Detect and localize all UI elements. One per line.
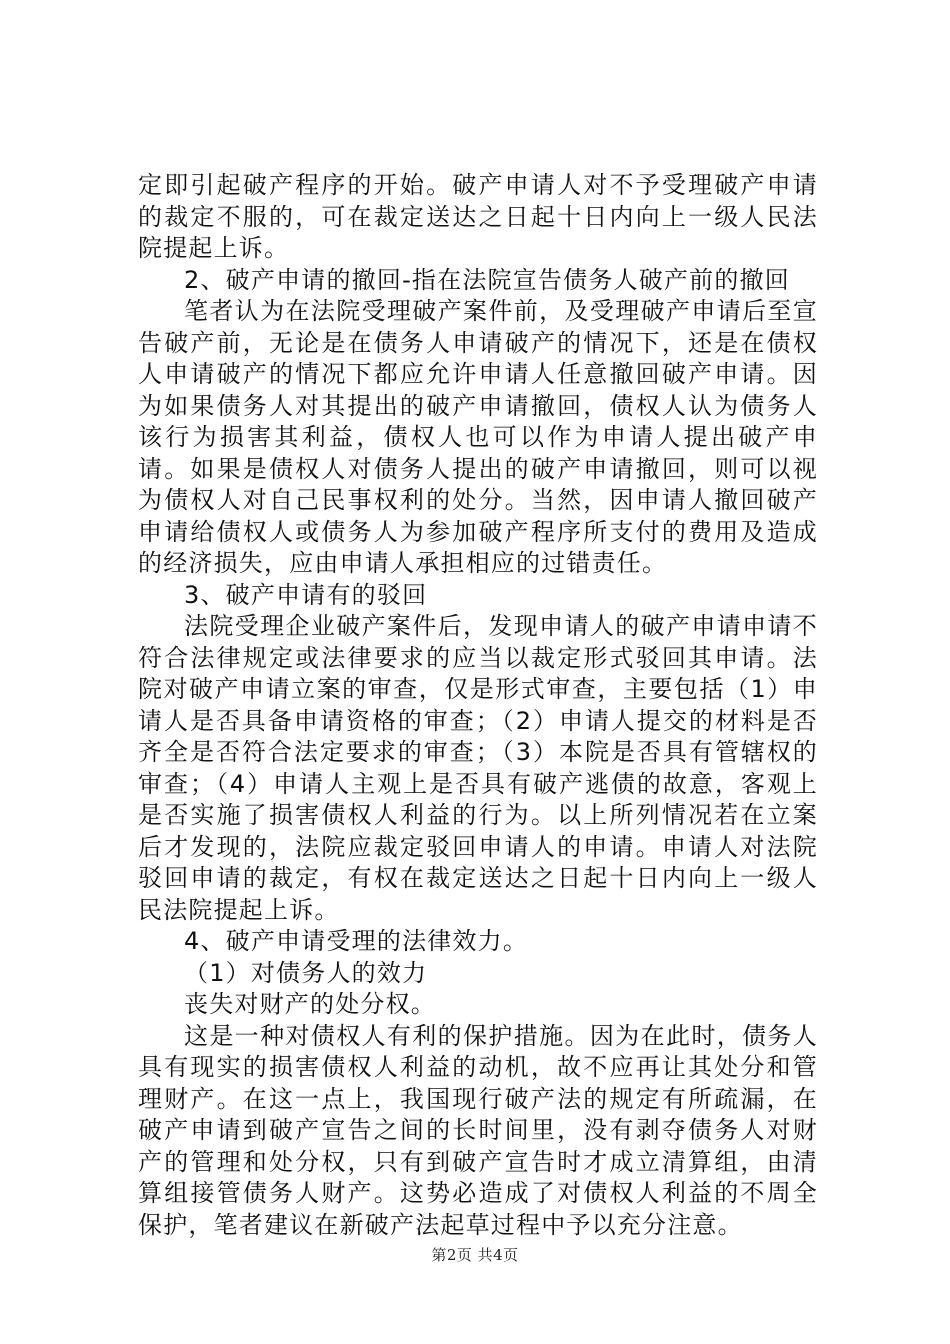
section-heading: 4、破产申请受理的法律效力。: [184, 927, 529, 955]
document-body: [138, 170, 818, 1241]
paragraph: 定即引起破产程序的开始。破产申请人对不予受理破产申请的裁定不服的，可在裁定送达之日起十日内向上一级人民法院提起上诉。: [138, 171, 818, 262]
section-heading: 2、破产申请的撤回-指在法院宣告债务人破产前的撤回: [184, 265, 790, 294]
subsection-heading: （1）对债务人的效力: [184, 958, 428, 987]
paragraph: 笔者认为在法院受理破产案件前，及受理破产申请后至宣告破产前，无论是在债务人申请破产的情况下，还是在债权人申请破产的情况下都应允许申请人任意撤回破产申请。因为如果债务人对其提出的破产申请撤回，债权人认为债务人该行为损害其利益，债权人也可以作为申请人提出破产申请。如果是债权人对债务人提出的破产申请撤回，则可以视为债权人对自己民事权利的处分。当然，因申请人撤回破产申请给债权人或债务人为参加破产程序所支付的费用及造成的经济损失，应由申请人承担相应的过错责任。: [138, 297, 818, 577]
page-number-footer: 第2页 共4页: [431, 1246, 519, 1264]
section-heading: 3、破产申请有的驳回: [184, 580, 428, 609]
paragraph: 这是一种对债权人有利的保护措施。因为在此时，债务人具有现实的损害债权人利益的动机，故不应再让其处分和管理财产。在这一点上，我国现行破产法的规定有所疏漏，在破产申请到破产宣告之间的长时间里，没有剥夺债务人对财产的管理和处分权，只有到破产宣告时才成立清算组，由清算组接管债务人财产。这势必造成了对债权人利益的不周全保护，笔者建议在新破产法起草过程中予以充分注意。: [138, 1021, 818, 1239]
paragraph: 丧失对财产的处分权。: [184, 990, 436, 1018]
paragraph: 法院受理企业破产案件后，发现申请人的破产申请申请不符合法律规定或法律要求的应当以裁定形式驳回其申请。法院对破产申请立案的审查，仅是形式审查，主要包括（1）申请人是否具备申请资格的审查；（2）申请人提交的材料是否齐全是否符合法定要求的审查；（3）本院是否具有管辖权的审查；（4）申请人主观上是否具有破产逃债的故意，客观上是否实施了损害债权人利益的行为。以上所列情况若在立案后才发现的，法院应裁定驳回申请人的申请。申请人对法院驳回申请的裁定，有权在裁定送达之日起十日内向上一级人民法院提起上诉。: [138, 612, 818, 924]
